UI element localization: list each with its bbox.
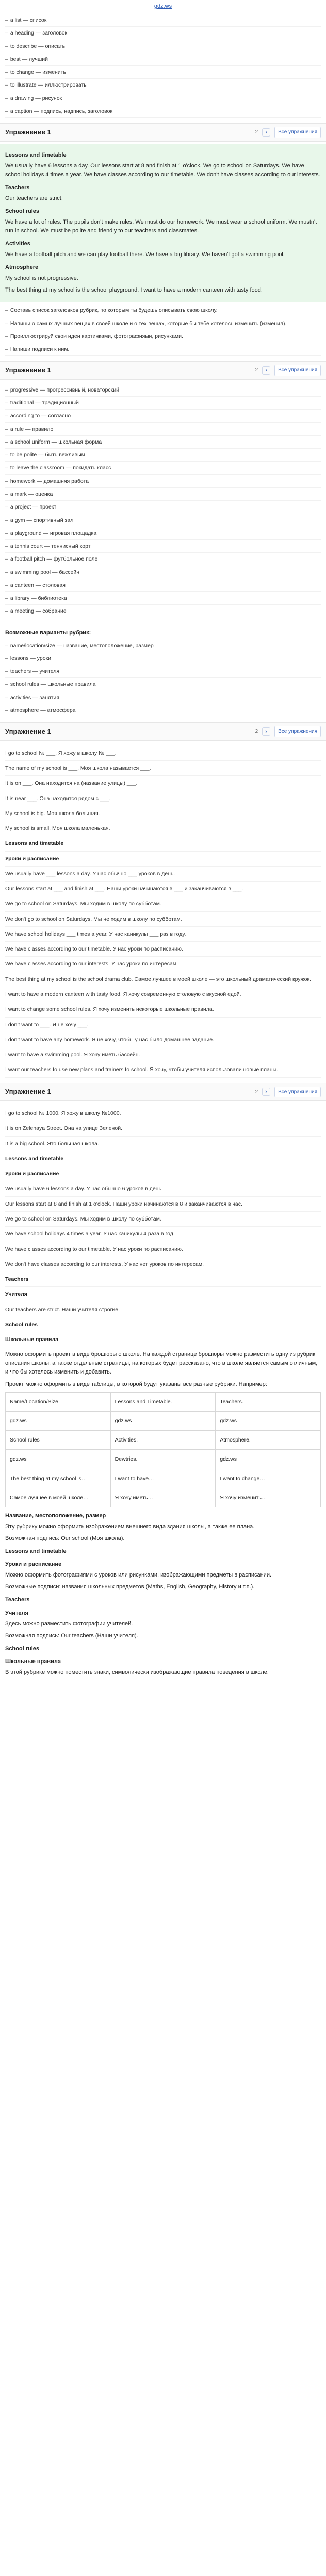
text-line: The best thing at my school is the school drama club. Самое лучшее в моей школе — это школьный драматический кружок. — [5, 972, 321, 987]
text-line: It is on Zelenaya Street. Она на улице Зеленой. — [5, 1121, 321, 1136]
paragraph: The best thing at my school is the school playground. I want to have a modern canteen with tasty food. — [5, 287, 263, 294]
list-item: – name/location/size — название, местоположение, размер — [5, 639, 321, 652]
table-cell: Lessons and Timetable. — [110, 1392, 216, 1411]
section-heading: Lessons and timetable — [5, 1548, 67, 1555]
nav-number: 2 — [255, 728, 258, 735]
all-exercises-button[interactable]: Все упражнения — [274, 1087, 321, 1098]
section-heading: Teachers — [5, 1272, 321, 1287]
list-item: – Напиши подписи к ним. — [5, 343, 321, 356]
text-line: We go to school on Saturdays. Мы ходим в школу по субботам. — [5, 1212, 321, 1227]
section-heading: Название, местоположение, размер — [5, 1513, 106, 1519]
table-cell: Самое лучшее в моей школе… — [6, 1488, 111, 1507]
arrow-right-icon[interactable]: › — [262, 1088, 270, 1096]
section-heading: Школьные правила — [5, 1332, 321, 1347]
paragraph: Можно оформить проект в виде брошюры о школе. На каждой странице брошюры можно разместить одну из рубрик описания школы, а также отдельные страницы, на которых будет рассказано, что в школе является самым отличным, и что бы хотелось изменить и добавить. — [5, 1351, 318, 1376]
vocab-list-3 — [0, 382, 326, 621]
exercise-3-answer — [0, 743, 326, 1081]
exercise-actions — [255, 726, 321, 737]
list-item: – a rule — правило — [5, 423, 321, 436]
list-item: – lessons — уроки — [5, 652, 321, 665]
section-heading: Activities — [5, 241, 30, 247]
text-line: It is near ___. Она находится рядом с ___. — [5, 791, 321, 806]
list-item: – a library — библиотека — [5, 592, 321, 605]
rubrics-section — [0, 621, 326, 721]
text-line: I don't want to have any homework. Я не хочу, чтобы у нас было домашнее задание. — [5, 1032, 321, 1047]
list-item: – a heading — заголовок — [5, 27, 321, 40]
table-row — [6, 1469, 321, 1488]
text-line: We have school holidays 4 times a year. У нас каникулы 4 раза в год. — [5, 1227, 321, 1242]
list-item: – best — лучший — [5, 53, 321, 66]
paragraph: Здесь можно разместить фотографии учителей. — [5, 1620, 133, 1627]
text-line: We have classes according to our timetable. У нас уроки по расписанию. — [5, 1242, 321, 1257]
text-line: We don't go to school on Saturdays. Мы не ходим в школу по субботам. — [5, 912, 321, 927]
arrow-right-icon[interactable]: › — [262, 727, 270, 736]
text-line: The name of my school is ___. Моя школа называется ___. — [5, 761, 321, 776]
table-row — [6, 1488, 321, 1507]
exercise-actions — [255, 365, 321, 376]
text-line: We go to school on Saturdays. Мы ходим в школу по субботам. — [5, 896, 321, 911]
all-exercises-button[interactable]: Все упражнения — [274, 127, 321, 138]
list-item: – a swimming pool — бассейн — [5, 566, 321, 579]
top-link[interactable]: gdz.ws — [154, 3, 172, 9]
list-item: – Напиши о самых лучших вещах в своей школе и о тех вещах, которые бы тебе хотелось изменить (изменил). — [5, 317, 321, 330]
list-item: – homework — домашняя работа — [5, 475, 321, 488]
list-item: – teachers — учителя — [5, 665, 321, 678]
exercise-4-answer — [0, 1103, 326, 1683]
text-line: We have school holidays ___ times a year. У нас каникулы ___ раз в году. — [5, 927, 321, 942]
list-item: – a gym — спортивный зал — [5, 514, 321, 527]
text-line: We don't have classes according to our interests. У нас нет уроков по интересам. — [5, 1257, 321, 1272]
all-exercises-button[interactable]: Все упражнения — [274, 365, 321, 376]
list-item: – traditional — традиционный — [5, 397, 321, 410]
table-cell: Dewtries. — [110, 1450, 216, 1469]
text-line: I want to have a swimming pool. Я хочу иметь бассейн. — [5, 1047, 321, 1062]
text-line: We usually have ___ lessons a day. У нас обычно ___ уроков в день. — [5, 867, 321, 882]
section-heading: Lessons and timetable — [5, 836, 321, 851]
arrow-right-icon[interactable]: › — [262, 128, 270, 137]
text-line: My school is small. Моя школа маленькая. — [5, 821, 321, 836]
section-heading: Atmosphere — [5, 264, 39, 271]
list-item: – a meeting — собрание — [5, 605, 321, 618]
list-item: – a drawing — рисунок — [5, 92, 321, 105]
table-cell: Activities. — [110, 1431, 216, 1450]
list-item: – school rules — школьные правила — [5, 678, 321, 691]
section-heading: Уроки и расписание — [5, 852, 321, 867]
exercise-bar-2 — [0, 361, 326, 380]
arrow-right-icon[interactable]: › — [262, 366, 270, 375]
text-line: It is on ___. Она находится на (название улицы) ___. — [5, 776, 321, 791]
text-line: I want to have a modern canteen with tasty food. Я хочу современную столовую с вкусной едой. — [5, 987, 321, 1002]
text-line: We have classes according to our timetable. У нас уроки по расписанию. — [5, 942, 321, 957]
text-line: Our teachers are strict. Наши учителя строгие. — [5, 1302, 321, 1317]
text-line: Our lessons start at 8 and finish at 1 o'clock. Наши уроки начинаются в 8 и заканчиваются в час. — [5, 1197, 321, 1212]
text-line: I want to change some school rules. Я хочу изменить некоторые школьные правила. — [5, 1002, 321, 1017]
section-heading: School rules — [5, 1317, 321, 1332]
section-heading: School rules — [5, 208, 40, 214]
nav-number: 2 — [255, 1089, 258, 1095]
exercise-title: Упражнение 1 — [5, 727, 51, 735]
paragraph: We have a lot of rules. The pupils don't make rules. We must do our homework. We must wear a school uniform. We mustn't run in school. We must be polite and friendly to our teachers and classmates. — [5, 218, 317, 234]
table-cell: Name/Location/Size. — [6, 1392, 111, 1411]
list-item: – to be polite — быть вежливым — [5, 449, 321, 462]
all-exercises-button[interactable]: Все упражнения — [274, 726, 321, 737]
section-heading: Teachers — [5, 1597, 30, 1603]
table-cell: gdz.ws — [6, 1450, 111, 1469]
paragraph: Возможная подпись: Our school (Моя школа). — [5, 1535, 125, 1542]
exercise-actions — [255, 127, 321, 138]
nav-number: 2 — [255, 129, 258, 135]
list-item: – activities — занятия — [5, 691, 321, 704]
paragraph: We have a football pitch and we can play football there. We have a big library. We haven't got a swimming pool. — [5, 251, 285, 258]
table-cell: I want to change… — [216, 1469, 321, 1488]
table-row — [6, 1450, 321, 1469]
exercise-title: Упражнение 1 — [5, 366, 51, 375]
table-row — [6, 1392, 321, 1411]
section-heading: Учителя — [5, 1609, 28, 1616]
nav-number: 2 — [255, 367, 258, 374]
text-line: I want our teachers to use new plans and trainers to school. Я хочу, чтобы учителя использовали новые планы. — [5, 1062, 321, 1077]
section-heading: Школьные правила — [5, 1658, 61, 1665]
table-cell: Teachers. — [216, 1392, 321, 1411]
table-cell: I want to have… — [110, 1469, 216, 1488]
table-row — [6, 1411, 321, 1430]
text-line: I don't want to ___. Я не хочу ___. — [5, 1018, 321, 1032]
exercise-actions — [255, 1087, 321, 1098]
text-line: We usually have 6 lessons a day. У нас обычно 6 уроков в день. — [5, 1181, 321, 1196]
table-row — [6, 1431, 321, 1450]
table-cell: gdz.ws — [216, 1450, 321, 1469]
list-item: – a school uniform — школьная форма — [5, 436, 321, 449]
list-item: – a mark — оценка — [5, 488, 321, 501]
table-cell: gdz.ws — [110, 1411, 216, 1430]
table-cell: gdz.ws — [6, 1411, 111, 1430]
section-heading: Teachers — [5, 184, 30, 191]
section-heading: Уроки и расписание — [5, 1166, 321, 1181]
section-heading: School rules — [5, 1645, 40, 1652]
list-item: – to change — изменить — [5, 66, 321, 79]
list-item: – a football pitch — футбольное поле — [5, 553, 321, 566]
list-item: – Проиллюстрируй свои идеи картинками, фотографиями, рисунками. — [5, 330, 321, 343]
text-line: I go to school № 1000. Я хожу в школу №1000. — [5, 1106, 321, 1121]
table-cell: The best thing at my school is… — [6, 1469, 111, 1488]
text-line: We have classes according to our interests. У нас уроки по интересам. — [5, 957, 321, 972]
list-item: – to describe — описать — [5, 40, 321, 53]
list-item: – a caption — подпись, надпись, заголовок — [5, 105, 321, 118]
section-heading: Lessons and timetable — [5, 151, 67, 158]
vocab-list-1 — [0, 12, 326, 121]
section-heading: Возможные варианты рубрик: — [5, 629, 91, 636]
paragraph: Эту рубрику можно оформить изображением внешнего вида здания школы, а также ее плана. — [5, 1523, 255, 1530]
list-item: – a project — проект — [5, 501, 321, 514]
list-item: – a playground — игровая площадка — [5, 527, 321, 540]
vocab-list-2 — [0, 302, 326, 359]
paragraph: We usually have 6 lessons a day. Our lessons start at 8 and finish at 1 o'clock. We go to school on Saturdays. We have school holidays 4 times a year. We have classes according to our timetable. We don't have classes according to our interests. — [5, 162, 320, 178]
exercise-title: Упражнение 1 — [5, 1088, 51, 1096]
table-cell: Я хочу иметь… — [110, 1488, 216, 1507]
text-line: It is a big school. Это большая школа. — [5, 1137, 321, 1151]
section-heading: Учителя — [5, 1287, 321, 1302]
text-line: Our lessons start at ___ and finish at ___. Наши уроки начинаются в ___ и заканчиваются в ___. — [5, 882, 321, 896]
section-heading: Уроки и расписание — [5, 1561, 62, 1568]
rubrics-table — [5, 1392, 321, 1508]
rubrics-list — [5, 639, 321, 718]
paragraph: Проект можно оформить в виде таблицы, в которой будут указаны все разные рубрики. Например: — [5, 1381, 267, 1387]
table-cell: Atmosphere. — [216, 1431, 321, 1450]
paragraph: Можно оформить фотографиями с уроков или рисунками, изображающими предметы в расписании. — [5, 1572, 272, 1579]
table-cell: School rules — [6, 1431, 111, 1450]
exercise-bar-1 — [0, 123, 326, 142]
text-line: I go to school № ___. Я хожу в школу № ___. — [5, 746, 321, 761]
list-item: – according to — согласно — [5, 410, 321, 422]
text-line: My school is big. Моя школа большая. — [5, 806, 321, 821]
section-heading: Lessons and timetable — [5, 1151, 321, 1166]
exercise-bar-4 — [0, 1083, 326, 1101]
list-item: – Составь список заголовков рубрик, по которым ты будешь описывать свою школу. — [5, 304, 321, 317]
paragraph: Our teachers are strict. — [5, 195, 63, 201]
paragraph: Возможные подписи: названия школьных предметов (Maths, English, Geography, History и т.п.). — [5, 1584, 255, 1590]
list-item: – to illustrate — иллюстрировать — [5, 79, 321, 92]
list-item: – a list — список — [5, 14, 321, 27]
list-item: – progressive — прогрессивный, новаторский — [5, 384, 321, 397]
paragraph: My school is not progressive. — [5, 275, 78, 282]
list-item: – a tennis court — теннисный корт — [5, 540, 321, 553]
exercise-title: Упражнение 1 — [5, 128, 51, 136]
exercise-1-answer — [0, 144, 326, 302]
table-cell: gdz.ws — [216, 1411, 321, 1430]
paragraph: Возможная подпись: Our teachers (Наши учителя). — [5, 1632, 138, 1639]
list-item: – to leave the classroom — покидать класс — [5, 462, 321, 474]
exercise-bar-3 — [0, 722, 326, 741]
table-cell: Я хочу изменить… — [216, 1488, 321, 1507]
paragraph: В этой рубрике можно поместить знаки, символически изображающие правила поведения в школе. — [5, 1669, 269, 1675]
list-item: – a canteen — столовая — [5, 579, 321, 592]
list-item: – atmosphere — атмосфера — [5, 704, 321, 717]
